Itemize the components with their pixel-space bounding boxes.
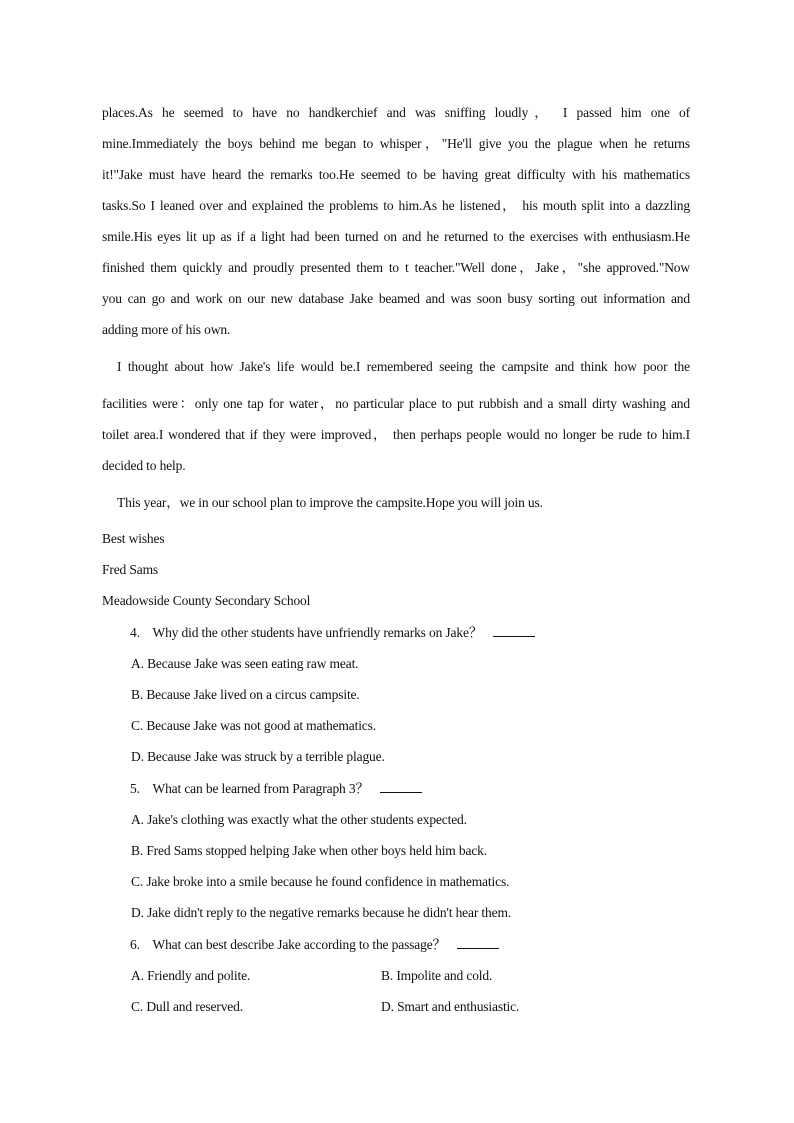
passage-line: you can go and work on our new database Jake beamed and was soon busy sorting out information and xyxy=(102,291,690,306)
option-a xyxy=(131,967,250,985)
passage-line: tasks.So I leaned over and explained the problems to him.As he listened， his mouth split into a dazzling xyxy=(102,198,690,213)
passage-line: toilet area.I wondered that if they were improved， then perhaps people would no longer be rude to him.I xyxy=(102,427,690,442)
letter-signature: Fred Sams xyxy=(102,562,159,577)
option-b xyxy=(381,967,492,985)
option-letter: A. xyxy=(131,656,144,671)
option-a xyxy=(131,655,358,673)
option-letter: D. xyxy=(381,999,394,1014)
option-text: Because Jake was not good at mathematics. xyxy=(146,718,376,733)
question-6 xyxy=(130,936,499,954)
option-text: Fred Sams stopped helping Jake when other boys held him back. xyxy=(146,843,487,858)
option-c xyxy=(131,717,376,735)
option-c xyxy=(131,873,509,891)
passage-line: I thought about how Jake's life would be.I remembered seeing the campsite and think how poor the xyxy=(117,359,690,374)
passage-line: decided to help. xyxy=(102,458,186,473)
option-text: Smart and enthusiastic. xyxy=(397,999,520,1014)
question-number: 6. xyxy=(130,937,140,952)
option-c xyxy=(131,998,243,1016)
option-letter: A. xyxy=(131,968,144,983)
option-text: Because Jake lived on a circus campsite. xyxy=(146,687,360,702)
option-text: Jake didn't reply to the negative remarks because he didn't hear them. xyxy=(147,905,512,920)
passage-line: This year，we in our school plan to improve the campsite.Hope you will join us. xyxy=(117,495,543,510)
passage-line: places.As he seemed to have no handkerchief and was sniffing loudly， I passed him one of xyxy=(102,105,690,120)
option-letter: C. xyxy=(131,874,144,889)
question-text: Why did the other students have unfriendly remarks on Jake？ xyxy=(152,625,483,640)
option-d xyxy=(381,998,519,1016)
question-text: What can best describe Jake according to the passage？ xyxy=(152,937,446,952)
option-letter: D. xyxy=(131,905,144,920)
letter-school: Meadowside County Secondary School xyxy=(102,593,311,608)
option-a xyxy=(131,811,467,829)
passage-line: mine.Immediately the boys behind me began to whisper，"He'll give you the plague when he returns xyxy=(102,136,690,151)
question-4 xyxy=(130,624,535,642)
answer-blank[interactable] xyxy=(493,624,535,637)
option-b xyxy=(131,686,360,704)
option-text: Friendly and polite. xyxy=(147,968,251,983)
option-letter: C. xyxy=(131,999,144,1014)
letter-closing: Best wishes xyxy=(102,531,165,546)
option-letter: C. xyxy=(131,718,144,733)
question-text: What can be learned from Paragraph 3？ xyxy=(152,781,369,796)
option-letter: A. xyxy=(131,812,144,827)
option-d xyxy=(131,904,511,922)
passage-line: finished them quickly and proudly presented them to t teacher."Well done，Jake，"she approved."Now xyxy=(102,260,690,275)
answer-blank[interactable] xyxy=(457,936,499,949)
option-letter: D. xyxy=(131,749,144,764)
option-letter: B. xyxy=(381,968,394,983)
passage-line: smile.His eyes lit up as if a light had been turned on and he returned to the exercises with enthusiasm.He xyxy=(102,229,690,244)
option-text: Impolite and cold. xyxy=(396,968,493,983)
option-text: Jake's clothing was exactly what the other students expected. xyxy=(147,812,467,827)
passage-line: facilities were：only one tap for water，no particular place to put rubbish and a small dirty washing and xyxy=(102,396,690,411)
option-text: Because Jake was seen eating raw meat. xyxy=(147,656,359,671)
option-letter: B. xyxy=(131,843,144,858)
question-number: 4. xyxy=(130,625,140,640)
question-number: 5. xyxy=(130,781,140,796)
option-text: Dull and reserved. xyxy=(146,999,243,1014)
option-text: Jake broke into a smile because he found confidence in mathematics. xyxy=(146,874,510,889)
option-b xyxy=(131,842,487,860)
option-text: Because Jake was struck by a terrible plague. xyxy=(147,749,385,764)
passage-line: it!"Jake must have heard the remarks too.He seemed to be having great difficulty with his mathematics xyxy=(102,167,690,182)
question-5 xyxy=(130,780,422,798)
option-letter: B. xyxy=(131,687,144,702)
passage-line: adding more of his own. xyxy=(102,322,231,337)
answer-blank[interactable] xyxy=(380,780,422,793)
option-d xyxy=(131,748,385,766)
